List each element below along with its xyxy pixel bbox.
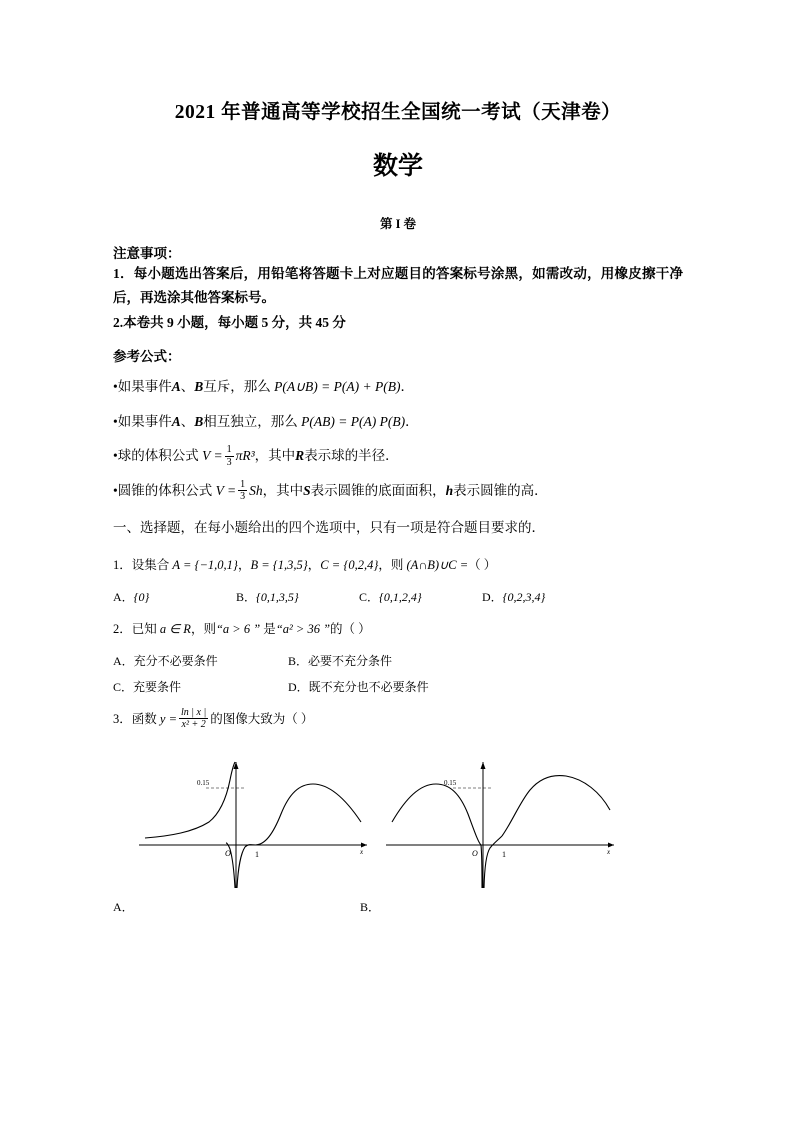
question-2-option-d-text: 既不充分也不必要条件	[308, 679, 429, 694]
question-2-option-b-tag: B．	[288, 653, 309, 668]
question-2-option-a-tag: A．	[113, 653, 134, 668]
question-2-quote-2: “a² > 36 ”	[275, 622, 331, 637]
formula-union-mid-1: 、	[180, 378, 195, 394]
formula-sphere-tail: πR³	[235, 448, 255, 464]
question-1-option-a-text: {0}	[133, 590, 150, 605]
question-2-options-row-2	[113, 678, 683, 694]
formula-sphere-var: R	[295, 448, 305, 464]
question-1-math-b: B = {1,3,5}	[250, 558, 308, 573]
question-1-math-c: C = {0,2,4}	[320, 558, 379, 573]
formula-union-var-a: A	[171, 378, 181, 394]
formula-cone-fraction	[238, 479, 247, 503]
graph-option-a-svg	[131, 750, 376, 895]
formula-cone-after: 表示圆锥的高．	[453, 483, 548, 499]
question-1-sep-2: ，	[307, 558, 321, 573]
question-2-option-c-text: 充要条件	[133, 679, 182, 694]
formula-independent-prefix: •如果事件	[113, 413, 172, 429]
question-3-tail: 的图像大致为（ ）	[210, 711, 314, 726]
notice-item-1: 1．每小题选出答案后，用铅笔将答题卡上对应题目的答案标号涂黑，如需改动，用橡皮擦干净后，再选涂其他答案标号。	[113, 266, 683, 306]
formula-cone-denominator: 3	[240, 491, 246, 503]
question-3-denominator: x² + 2	[179, 718, 208, 731]
graph-option-a-value-label: 0.15	[197, 778, 210, 787]
formula-union-var-b: B	[194, 378, 204, 394]
question-1-option-d[interactable]	[482, 588, 545, 605]
question-3-fraction	[179, 707, 208, 731]
graph-option-a[interactable]	[131, 750, 376, 895]
question-2-options-row-1	[113, 652, 683, 668]
formula-independent-mid-2: 相互独立，那么	[203, 413, 298, 429]
question-1-math-expr: (A∩B)∪C =	[406, 558, 469, 573]
question-1-option-b-tag: B．	[236, 590, 257, 605]
question-1-option-c[interactable]	[359, 588, 422, 605]
question-3-numerator: ln | x |	[181, 706, 207, 718]
question-3	[113, 708, 683, 732]
formula-cone	[113, 478, 683, 504]
question-1-paren: （ ）	[468, 558, 497, 573]
formula-union-prefix: •如果事件	[113, 378, 172, 394]
question-1-option-b[interactable]	[236, 588, 299, 605]
question-1-option-d-text: {0,2,3,4}	[502, 590, 546, 605]
question-3-lead: 函数	[131, 711, 157, 726]
formula-cone-var-h: h	[445, 483, 454, 499]
formula-sphere-fraction	[225, 444, 234, 468]
formula-independent-suffix: ．	[405, 413, 419, 429]
graph-option-a-x-label: x	[360, 847, 364, 856]
question-2-math-a: a ∈ R	[159, 622, 191, 637]
part-label: 第 I 卷	[379, 217, 417, 231]
formula-independent-math: P(AB) = P(A) P(B)	[301, 413, 406, 429]
formula-cone-numerator: 1	[240, 478, 246, 490]
formula-cone-tail: Sh	[249, 483, 263, 499]
question-2-option-d-tag: D．	[288, 679, 309, 694]
question-1	[113, 554, 683, 578]
document-body	[113, 0, 683, 925]
graph-label-a: A．	[113, 899, 134, 914]
formula-union	[113, 374, 683, 400]
question-2-option-a-text: 充分不必要条件	[133, 653, 218, 668]
question-2-option-c-tag: C．	[113, 679, 134, 694]
question-1-number: 1．	[113, 558, 132, 573]
formula-union-mid-2: 互斥，那么	[203, 378, 271, 394]
formula-independent	[113, 409, 683, 435]
formula-cone-var-s: S	[303, 483, 311, 499]
formula-sphere-after: 表示球的半径．	[304, 448, 399, 464]
formula-sphere	[113, 443, 683, 469]
question-2-sep-1: ，则	[190, 622, 216, 637]
graph-option-b-value-label: 0.15	[444, 778, 457, 787]
question-1-lead: 设集合	[131, 558, 170, 573]
formula-cone-prefix: •圆锥的体积公式	[113, 483, 213, 499]
question-2-option-a[interactable]	[113, 652, 218, 669]
question-1-option-d-tag: D．	[482, 590, 503, 605]
formula-sphere-prefix: •球的体积公式	[113, 448, 199, 464]
formula-sphere-numerator: 1	[226, 444, 232, 456]
formula-union-suffix: ．	[400, 378, 414, 394]
notice-heading: 注意事项：	[113, 246, 181, 261]
formula-union-math: P(A∪B) = P(A) + P(B)	[274, 378, 401, 394]
question-1-option-a-tag: A．	[113, 590, 134, 605]
subject-title: 数学	[372, 152, 423, 180]
question-2-quote-1: “a > 6 ”	[215, 622, 261, 637]
formula-cone-mid-2: 表示圆锥的底面面积，	[310, 483, 446, 499]
question-2	[113, 618, 683, 642]
formula-independent-mid-1: 、	[180, 413, 195, 429]
section-heading: 一、选择题，在每小题给出的四个选项中，只有一项是符合题目要求的．	[113, 519, 545, 535]
question-2-lead: 已知	[131, 622, 157, 637]
question-1-math-a: A = {−1,0,1}	[172, 558, 238, 573]
formula-sphere-denominator: 3	[226, 456, 232, 468]
graph-option-b-x-label: x	[607, 847, 611, 856]
notice-item-2: 2.本卷共 9 小题，每小题 5 分，共 45 分	[113, 314, 346, 330]
question-2-option-d[interactable]	[288, 678, 429, 695]
question-1-options	[113, 588, 683, 604]
question-2-number: 2．	[113, 622, 132, 637]
graph-option-a-tick-one: 1	[255, 849, 259, 859]
question-1-option-a[interactable]	[113, 588, 149, 605]
question-2-option-b[interactable]	[288, 652, 392, 669]
formula-heading: 参考公式：	[113, 348, 181, 364]
page-title: 2021 年普通高等学校招生全国统一考试（天津卷）	[174, 102, 622, 123]
question-1-option-b-text: {0,1,3,5}	[256, 590, 299, 605]
graph-option-b[interactable]	[378, 750, 623, 895]
graph-option-b-tick-one: 1	[502, 849, 506, 859]
question-1-sep-1: ，	[237, 558, 251, 573]
graph-option-b-origin-label: O	[472, 848, 478, 858]
question-2-mid: 是	[263, 622, 276, 637]
question-2-option-c[interactable]	[113, 678, 181, 695]
formula-sphere-mid: ，其中	[254, 448, 296, 464]
formula-sphere-lead: V =	[202, 448, 223, 464]
question-3-number: 3．	[113, 711, 132, 726]
question-1-sep-3: ，则	[378, 558, 404, 573]
formula-independent-var-b: B	[194, 413, 204, 429]
formula-independent-var-a: A	[171, 413, 181, 429]
question-1-option-c-tag: C．	[359, 590, 380, 605]
question-3-graphs	[113, 750, 683, 925]
question-1-option-c-text: {0,1,2,4}	[379, 590, 422, 605]
formula-cone-lead: V =	[215, 483, 237, 499]
graph-option-b-svg	[378, 750, 623, 895]
graph-option-a-origin-label: O	[225, 848, 231, 858]
question-3-func-lead: y =	[159, 711, 178, 726]
formula-cone-mid: ，其中	[262, 483, 304, 499]
graph-label-b: B．	[360, 899, 381, 914]
question-2-option-b-text: 必要不充分条件	[308, 653, 393, 668]
question-2-tail: 的（ ）	[330, 622, 371, 637]
